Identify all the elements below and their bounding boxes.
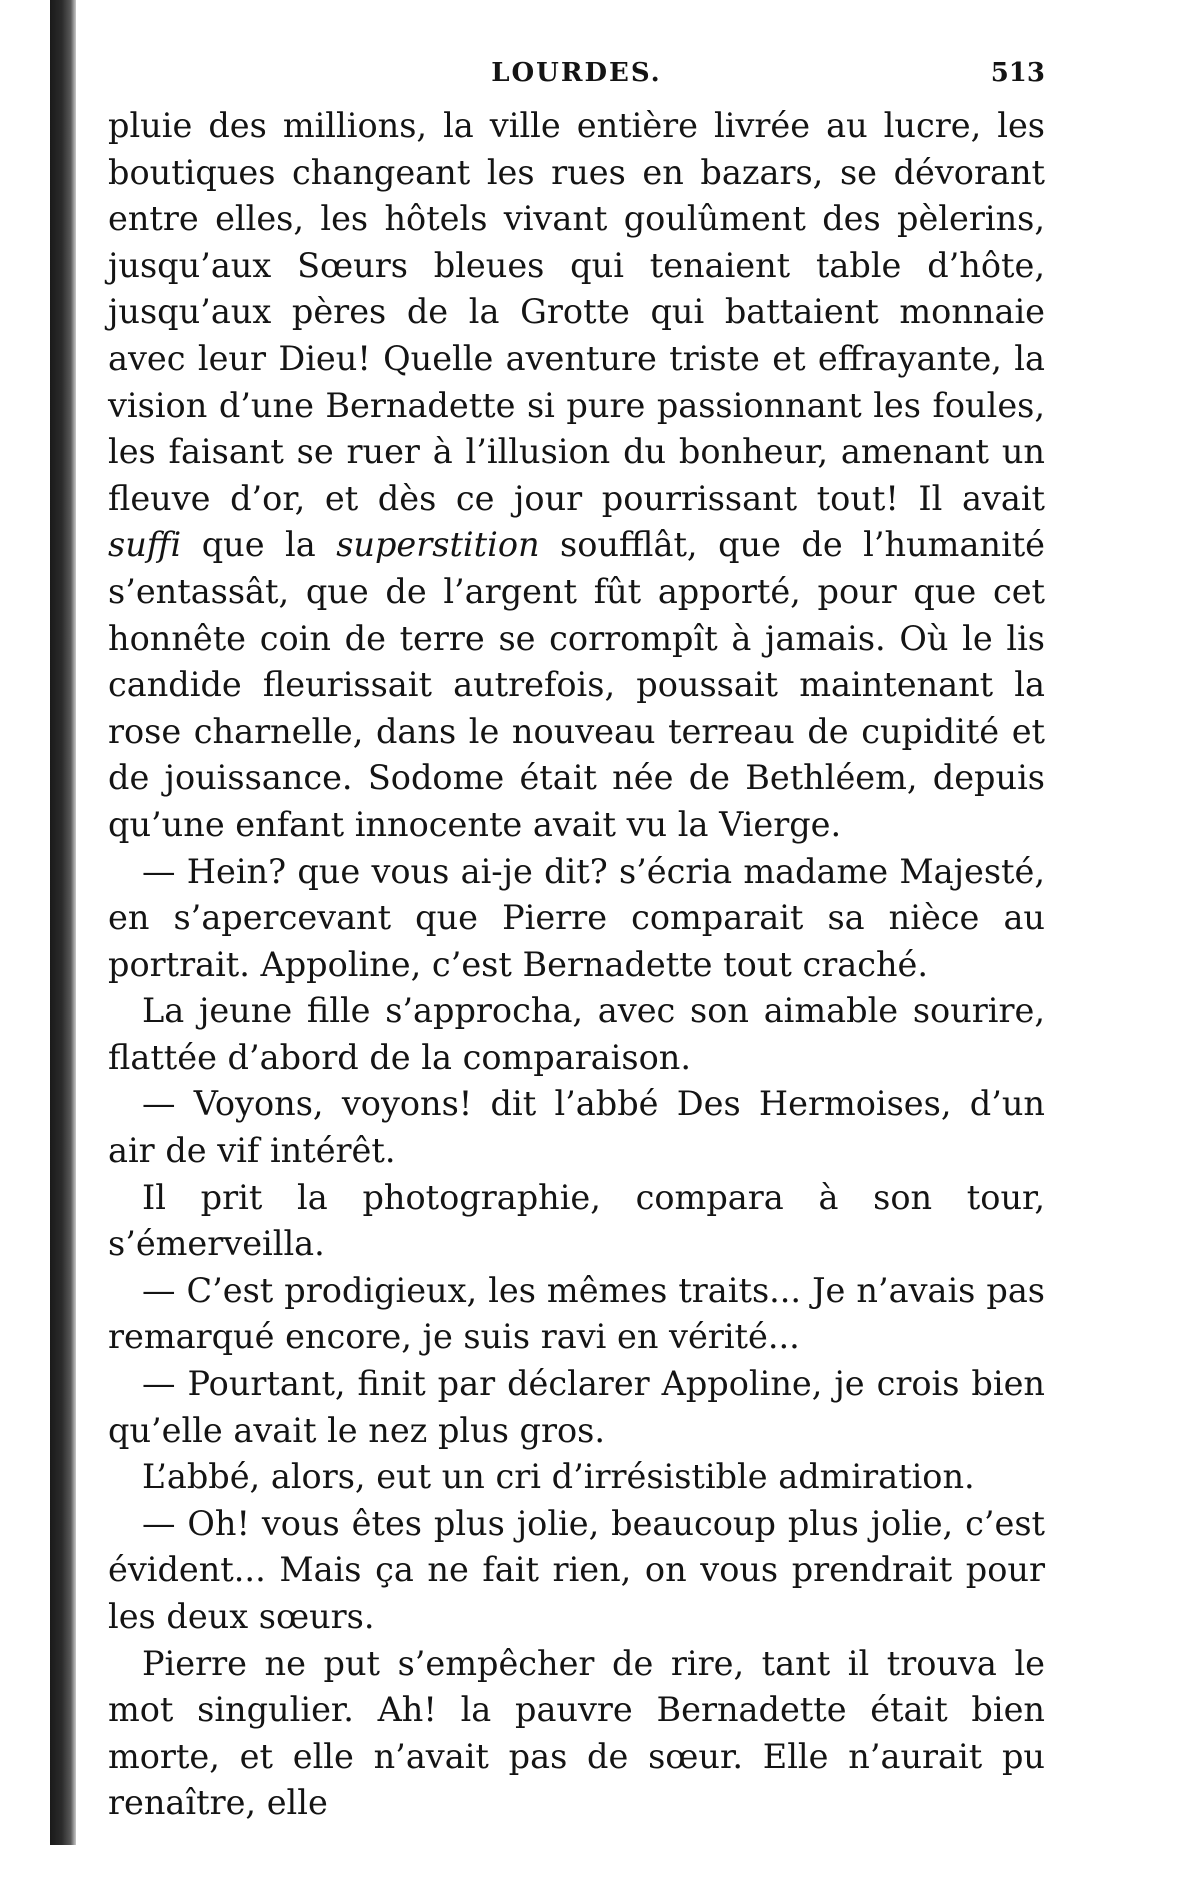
running-title: LOURDES. xyxy=(491,58,662,88)
paragraph-7: — Pourtant, finit par déclarer Appoline, je crois bien qu’elle avait le nez plus gros. xyxy=(108,1364,1045,1450)
paragraph-3: La jeune fille s’approcha, avec son aimable sourire, flattée d’abord de la comparaison. xyxy=(108,991,1045,1077)
body-text xyxy=(108,103,1045,1827)
paragraph-1-text-b: que la xyxy=(181,525,337,565)
paragraph-8: L’abbé, alors, eut un cri d’irrésistible admiration. xyxy=(142,1457,975,1497)
running-head xyxy=(108,58,1045,98)
italic-suffi: suffi xyxy=(108,525,182,565)
paragraph-10: Pierre ne put s’empêcher de rire, tant il trouva le mot singulier. Ah! la pauvre Bernadette était bien morte, et elle n’avait pas de sœur. Elle n’aurait pu renaître, elle xyxy=(108,1643,1045,1823)
paragraph-2: — Hein? que vous ai-je dit? s’écria madame Majesté, en s’apercevant que Pierre comparait sa nièce au portrait. Appoline, c’est Bernadette tout craché. xyxy=(108,851,1045,984)
italic-superstition: superstition xyxy=(336,525,540,565)
paragraph-6: — C’est prodigieux, les mêmes traits... Je n’avais pas remarqué encore, je suis ravi en vérité... xyxy=(108,1270,1045,1357)
paragraph-1-text-a: pluie des millions, la ville entière livrée au lucre, les boutiques changeant les rues en bazars, se dévorant entre elles, les hôtels vivant goulûment des pèlerins, jusqu’aux Sœurs bleues qui tenaient table d’hôte, jusqu’aux pères de la Grotte qui battaient monnaie avec leur Dieu! Quelle aventure triste et effrayante, la vision d’une Bernadette si pure passionnant les foules, les faisant se ruer à l’illusion du bonheur, amenant un fleuve d’or, et dès ce jour pourrissant tout! Il avait xyxy=(108,106,1045,518)
paragraph-5: Il prit la photographie, compara à son tour, s’émerveilla. xyxy=(108,1177,1045,1264)
paragraph-9: — Oh! vous êtes plus jolie, beaucoup plus jolie, c’est évident... Mais ça ne fait rien, on vous prendrait pour les deux sœurs. xyxy=(108,1503,1045,1636)
paragraph-4: — Voyons, voyons! dit l’abbé Des Hermoises, d’un air de vif intérêt. xyxy=(108,1084,1045,1171)
paragraph-1-text-c: soufflât, que de l’humanité s’entassât, que de l’argent fût apporté, pour que cet honnête coin de terre se corrompît à jamais. Où le lis candide fleurissait autrefois, poussait maintenant la rose charnelle, dans le nouveau terreau de cupidité et de jouissance. Sodome était née de Bethléem, depuis qu’une enfant innocente avait vu la Vierge. xyxy=(108,525,1045,844)
paragraph-1 xyxy=(108,103,1045,849)
page-number: 513 xyxy=(990,58,1045,88)
